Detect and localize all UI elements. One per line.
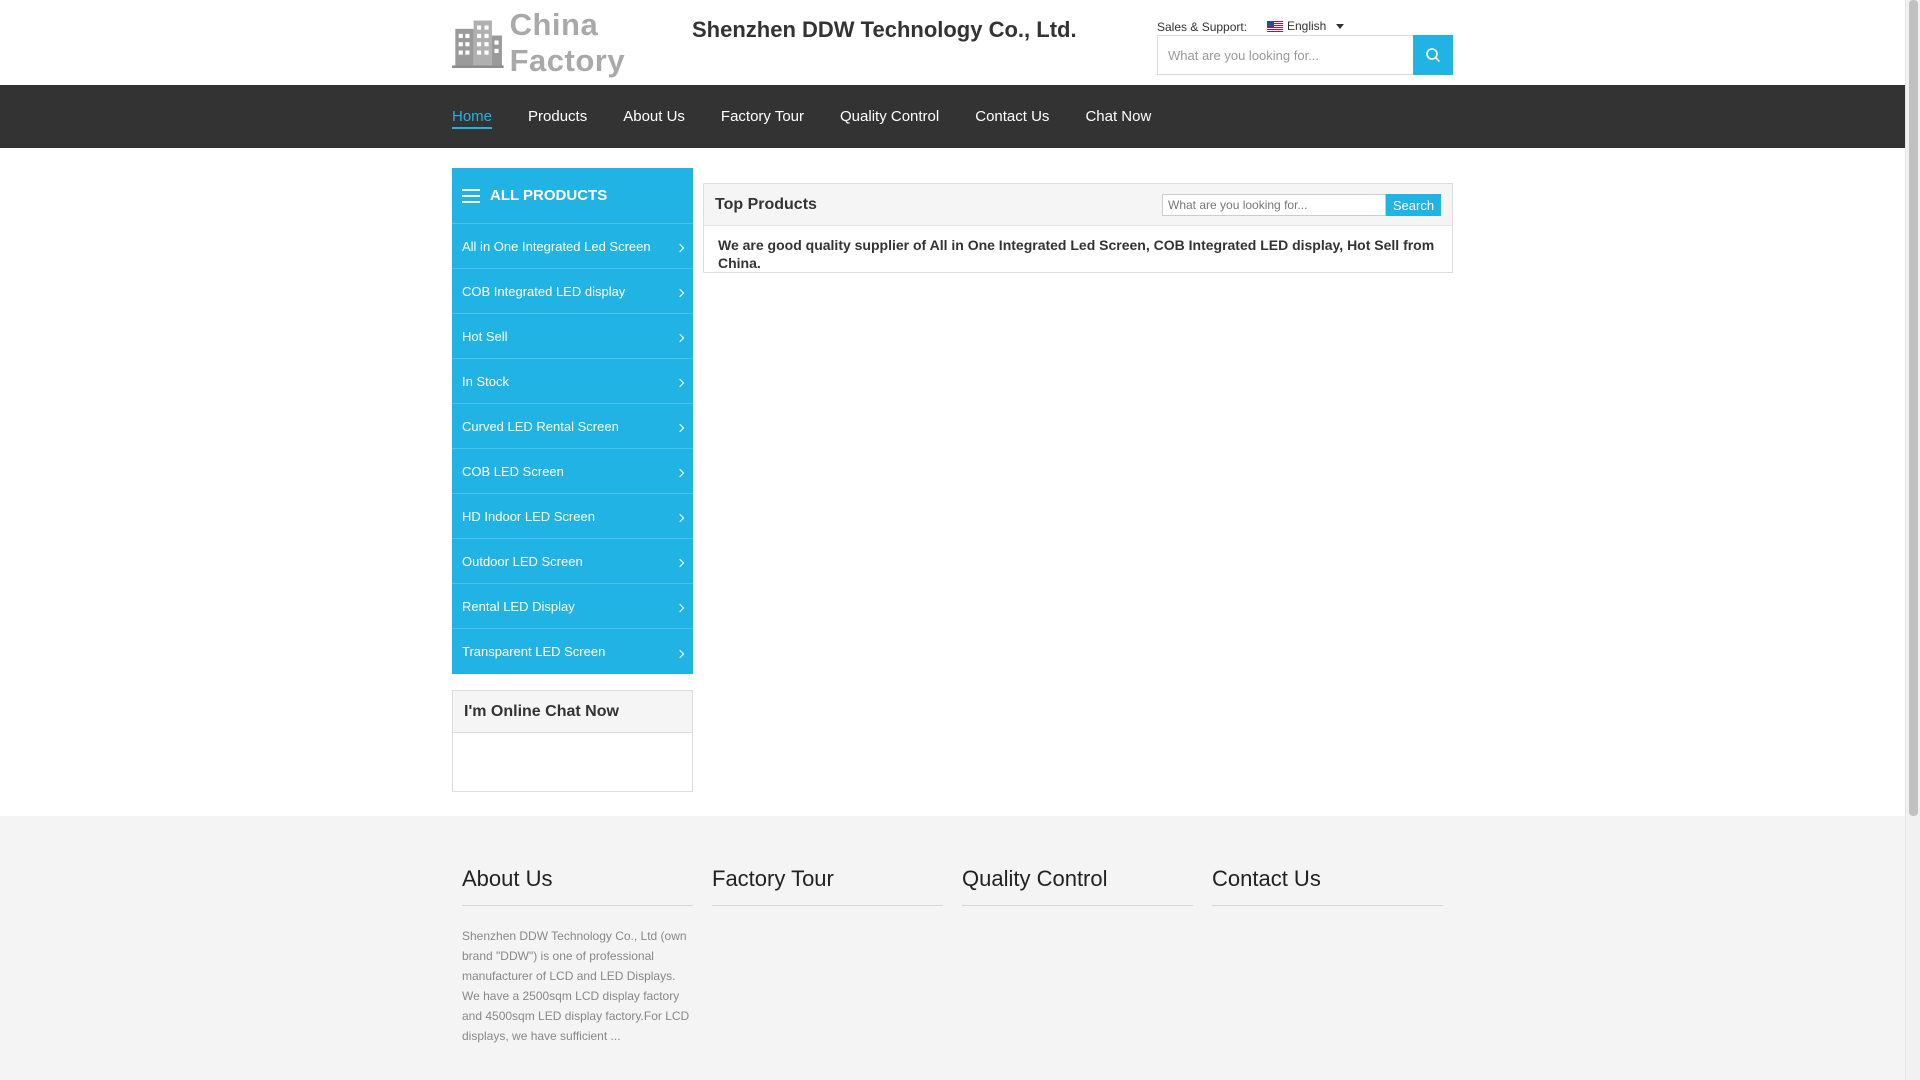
sidebar-item-label: In Stock xyxy=(462,373,509,389)
chevron-right-icon xyxy=(676,244,684,252)
product-search-button[interactable]: Search xyxy=(1386,194,1441,216)
top-products-header xyxy=(704,184,1452,226)
menu-icon xyxy=(462,189,480,203)
nav-about-us[interactable]: About Us xyxy=(623,108,685,125)
sidebar-item-label: COB LED Screen xyxy=(462,463,564,479)
nav-factory-tour[interactable]: Factory Tour xyxy=(720,108,805,125)
page-scrollbar[interactable] xyxy=(1905,0,1920,1080)
sidebar-item-hot-sell[interactable] xyxy=(452,314,693,359)
sidebar-header[interactable] xyxy=(452,168,693,224)
sidebar-item-rental[interactable] xyxy=(452,584,693,629)
sidebar-item-label: COB Integrated LED display xyxy=(462,283,626,299)
footer-quality-control xyxy=(962,866,1193,926)
footer-factory-tour xyxy=(712,866,943,926)
footer-contact-us xyxy=(1212,866,1443,926)
product-search-input[interactable] xyxy=(1162,194,1386,216)
chevron-down-icon xyxy=(1336,24,1344,29)
company-name: Shenzhen DDW Technology Co., Ltd. xyxy=(692,17,1077,42)
language-selector[interactable] xyxy=(1267,19,1344,33)
sidebar-item-label: Hot Sell xyxy=(462,328,508,344)
scrollbar-thumb[interactable] xyxy=(1909,0,1918,816)
top-products-panel xyxy=(703,183,1453,273)
sidebar-item-all-in-one[interactable] xyxy=(452,224,693,269)
sidebar-item-outdoor[interactable] xyxy=(452,539,693,584)
supplier-description: We are good quality supplier of All in One Integrated Led Screen, COB Integrated LED display, Hot Sell from China. xyxy=(718,237,1435,271)
chevron-right-icon xyxy=(676,379,684,387)
footer-heading[interactable]: Factory Tour xyxy=(712,866,943,906)
sidebar-title: ALL PRODUCTS xyxy=(490,187,608,204)
site-footer xyxy=(0,816,1905,1080)
header-search-button[interactable] xyxy=(1413,35,1453,75)
online-chat-box xyxy=(452,690,693,792)
header-search-input[interactable] xyxy=(1157,35,1453,75)
sales-support-label: Sales & Support: xyxy=(1157,20,1248,34)
sidebar-item-hd-indoor[interactable] xyxy=(452,494,693,539)
nav-home[interactable]: Home xyxy=(452,85,492,148)
sidebar-item-transparent[interactable] xyxy=(452,629,693,674)
sidebar-item-label: Outdoor LED Screen xyxy=(462,553,583,569)
logo-text: China Factory xyxy=(509,7,626,78)
sidebar-item-label: All in One Integrated Led Screen xyxy=(462,238,651,254)
sidebar-item-label: Curved LED Rental Screen xyxy=(462,418,619,434)
nav-chat-now[interactable]: Chat Now xyxy=(1085,108,1152,125)
chevron-right-icon xyxy=(676,469,684,477)
nav-products[interactable]: Products xyxy=(528,108,588,125)
product-sidebar xyxy=(452,168,693,674)
chevron-right-icon xyxy=(676,424,684,432)
chevron-right-icon xyxy=(676,334,684,342)
top-products-title: Top Products xyxy=(715,196,817,213)
nav-quality-control[interactable]: Quality Control xyxy=(840,108,940,125)
search-icon xyxy=(1425,47,1441,63)
footer-about-text: Shenzhen DDW Technology Co., Ltd (own brand "DDW") is one of professional manufacturer of LCD and LED Displays. We have a 2500sqm LCD display factory and 4500sqm LED display factory.For LCD displays, we have sufficient ... xyxy=(462,929,690,1043)
chevron-right-icon xyxy=(676,514,684,522)
sidebar-item-label: HD Indoor LED Screen xyxy=(462,508,595,524)
sidebar-item-label: Rental LED Display xyxy=(462,598,575,614)
footer-heading[interactable]: Quality Control xyxy=(962,866,1193,906)
main-nav xyxy=(0,85,1905,148)
language-label: English xyxy=(1287,19,1327,33)
chat-title: I'm Online Chat Now xyxy=(453,691,692,733)
sidebar-item-curved-rental[interactable] xyxy=(452,404,693,449)
building-icon xyxy=(452,12,504,74)
chevron-right-icon xyxy=(676,604,684,612)
chevron-right-icon xyxy=(676,649,684,657)
sidebar-item-label: Transparent LED Screen xyxy=(462,644,606,659)
us-flag-icon xyxy=(1267,21,1283,32)
chevron-right-icon xyxy=(676,289,684,297)
footer-heading[interactable]: About Us xyxy=(462,866,693,906)
site-header xyxy=(0,0,1905,85)
sidebar-item-cob-led[interactable] xyxy=(452,449,693,494)
footer-about-us xyxy=(462,866,693,1046)
footer-heading[interactable]: Contact Us xyxy=(1212,866,1443,906)
nav-contact-us[interactable]: Contact Us xyxy=(975,108,1050,125)
chevron-right-icon xyxy=(676,559,684,567)
site-logo[interactable] xyxy=(452,7,687,78)
sidebar-item-in-stock[interactable] xyxy=(452,359,693,404)
sidebar-item-cob-integrated[interactable] xyxy=(452,269,693,314)
